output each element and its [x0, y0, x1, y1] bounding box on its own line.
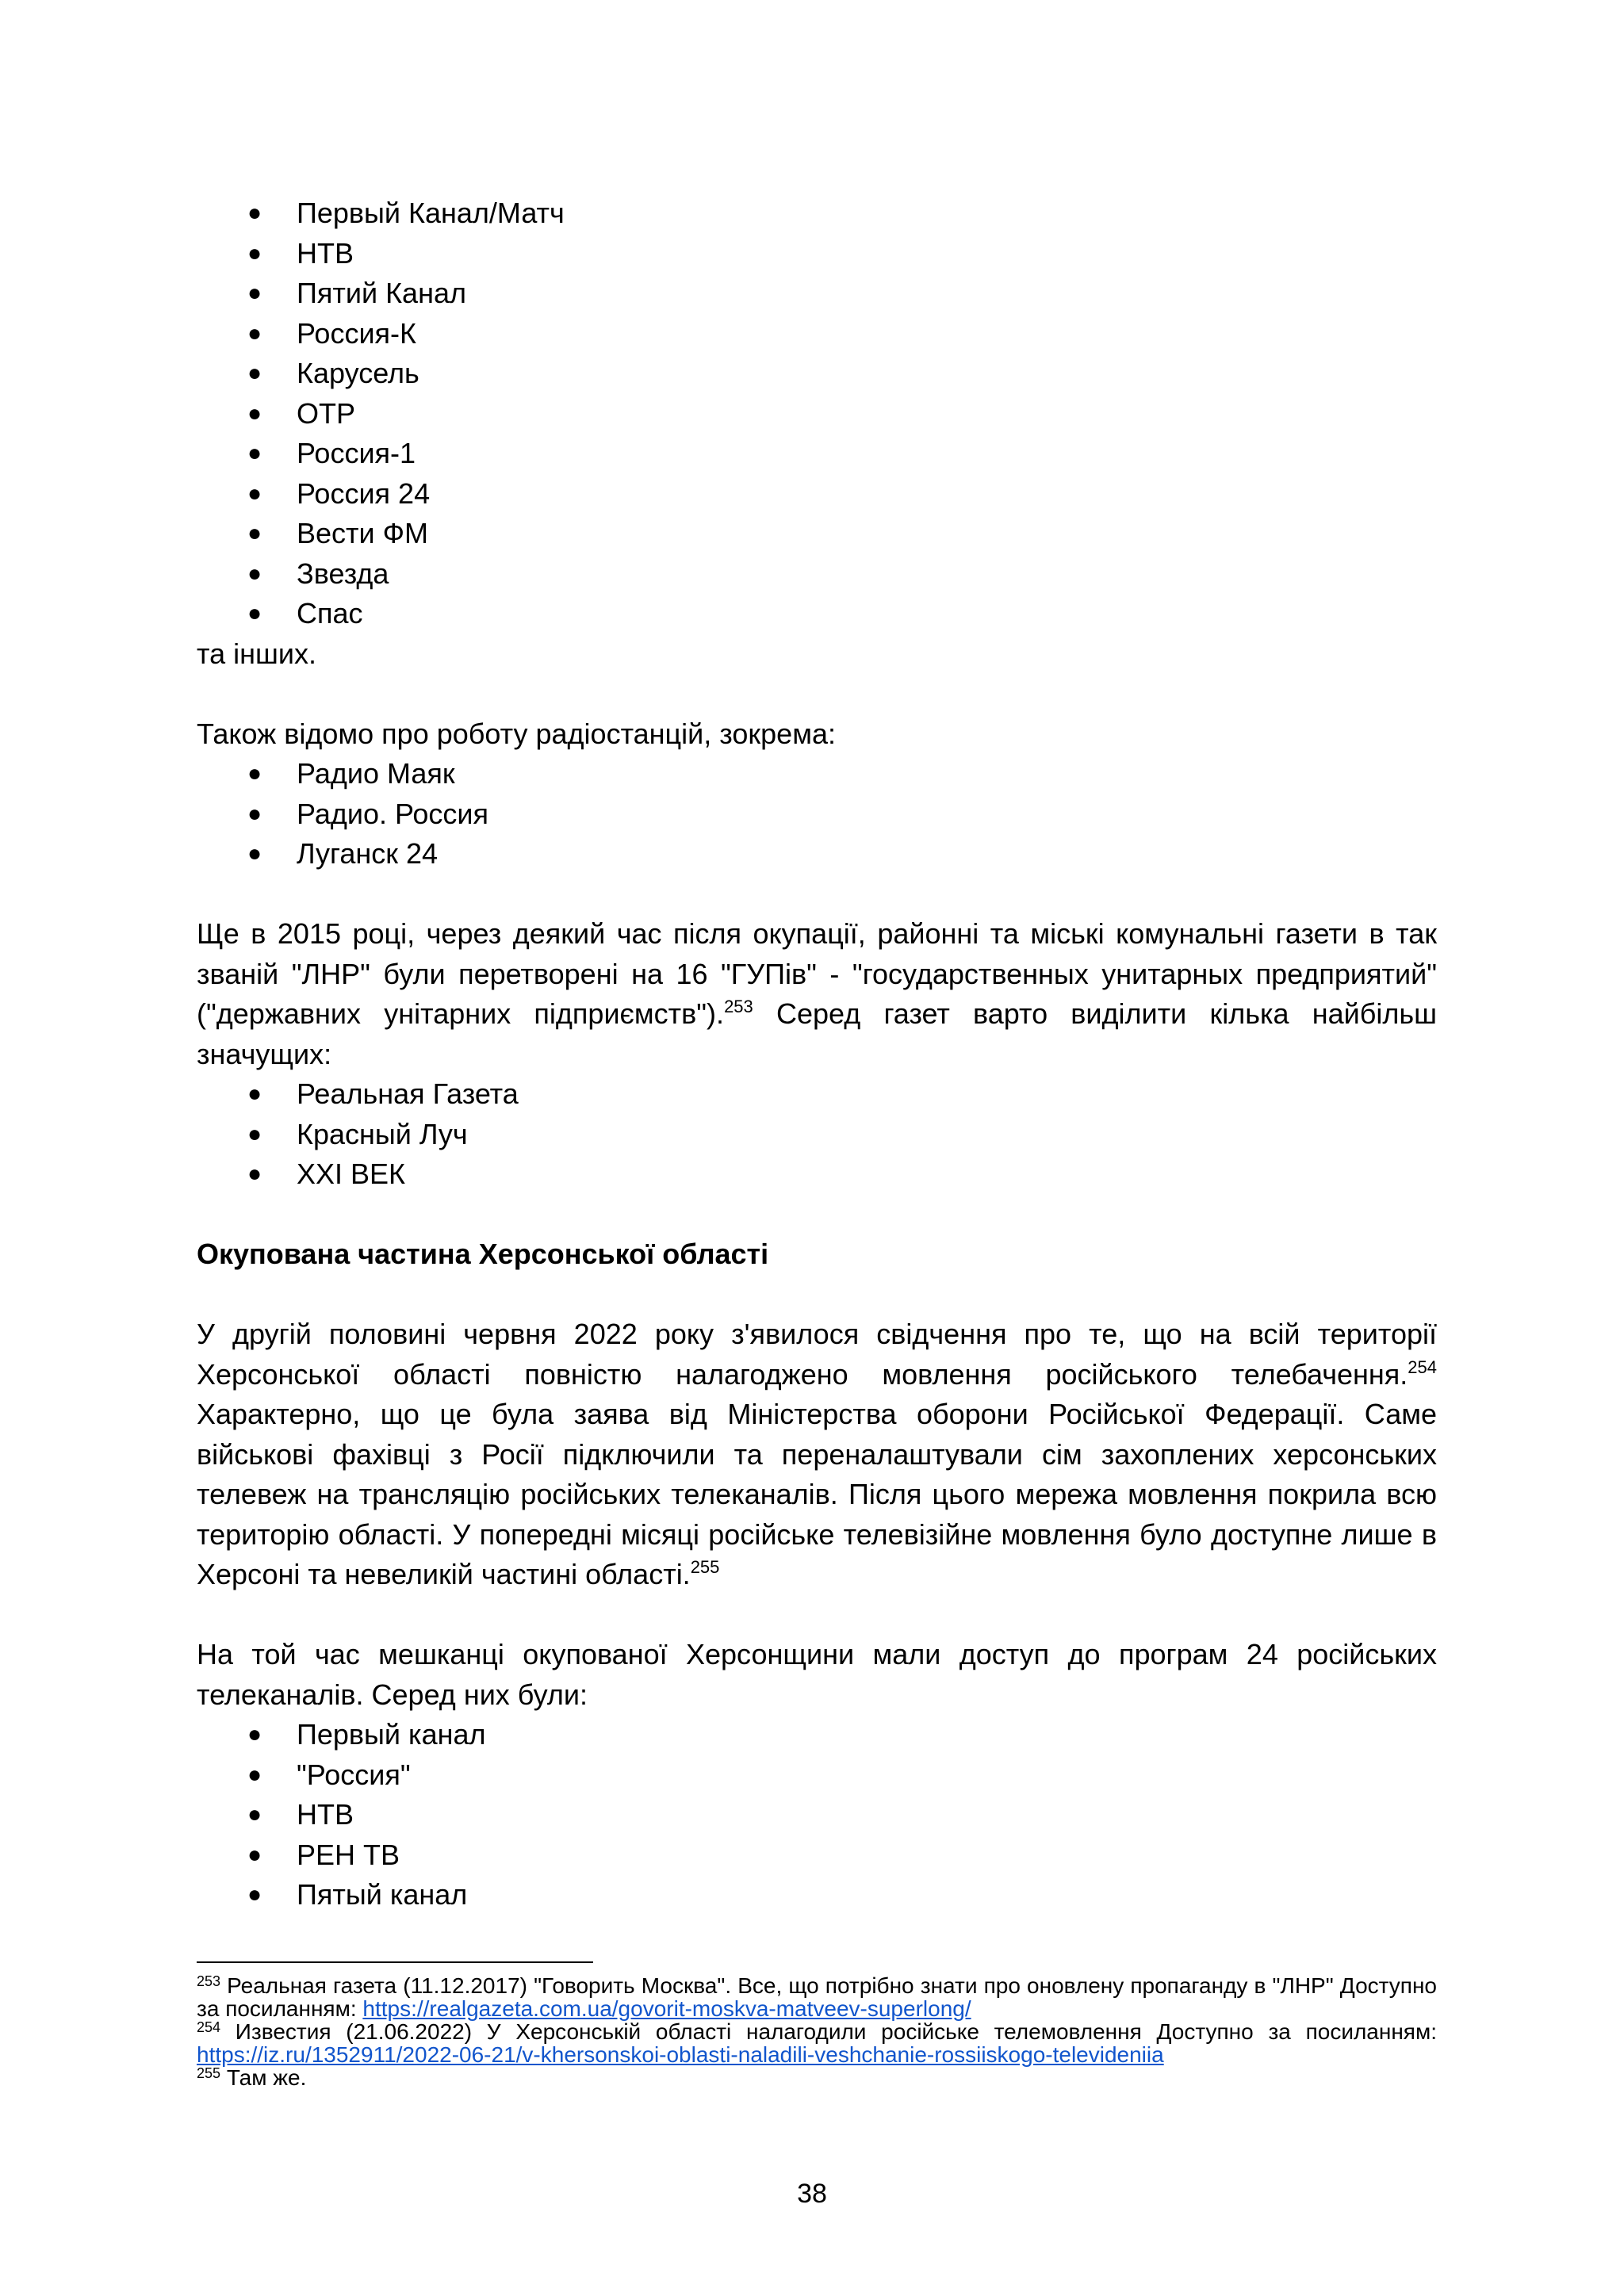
bullet-icon: ●: [247, 239, 262, 266]
list-item-text: XXI ВЕК: [297, 1158, 406, 1190]
bullet-icon: ●: [247, 360, 262, 386]
list-item-text: Россия-1: [297, 437, 416, 469]
bullet-icon: ●: [247, 600, 262, 626]
bullet-icon: ●: [247, 800, 262, 827]
bullet-icon: ●: [247, 520, 262, 546]
list-item-text: НТВ: [297, 1798, 354, 1831]
bullet-icon: ●: [247, 280, 262, 306]
footnote-link[interactable]: https://iz.ru/1352911/2022-06-21/v-khersonskoi-oblasti-naladili-veshchanie-rossiiskogo-televideniia: [197, 2042, 1164, 2067]
list-item-text: "Россия": [297, 1758, 411, 1791]
list-item: [197, 394, 1437, 434]
bullet-icon: ●: [247, 320, 262, 346]
list-item: [197, 1715, 1437, 1755]
list-item: [197, 354, 1437, 394]
paragraph-others: та інших.: [197, 637, 316, 670]
page-number: 38: [797, 2179, 827, 2209]
footnote-text: Реальная газета (11.12.2017) "Говорить Москва". Все, що потрібно знати про оновлену пропаганду в "ЛНР" Доступно за посиланням:: [197, 1973, 1437, 2021]
bullet-icon: ●: [247, 440, 262, 466]
footnote-text: Там же.: [220, 2065, 307, 2090]
footnote-separator: [197, 1961, 593, 1963]
paragraph-text: Серед газет варто виділити кілька найбільш значущих:: [197, 997, 1437, 1070]
list-item-text: Спас: [297, 597, 363, 629]
channels-list-2: [197, 1715, 1437, 1915]
list-item-text: Вести ФМ: [297, 517, 428, 549]
bullet-icon: ●: [247, 400, 262, 427]
list-item-text: Россия-К: [297, 316, 417, 350]
footnote-255: [197, 2066, 1437, 2089]
list-item-text: Реальная Газета: [297, 1077, 519, 1110]
footnote-number: 255: [197, 2065, 221, 2081]
paragraph-radio: Також відомо про роботу радіостанцій, зокрема:: [197, 717, 836, 750]
list-item: [197, 234, 1437, 274]
list-item: [197, 514, 1437, 554]
spacer: [197, 1595, 1437, 1636]
footnote-text: Известия (21.06.2022) У Херсонській області налагодили російське телемовлення Доступно за посиланням:: [220, 2019, 1437, 2044]
footnote-number: 254: [197, 2019, 221, 2035]
list-item: [197, 794, 1437, 835]
list-item-text: Луганск 24: [297, 837, 439, 870]
spacer: [197, 1195, 1437, 1235]
channels-list: [197, 193, 1437, 634]
page-body: [197, 193, 1437, 1915]
bullet-icon: ●: [247, 1120, 262, 1147]
list-item-text: Звезда: [297, 557, 389, 590]
list-item: [197, 1154, 1437, 1195]
bullet-icon: ●: [247, 1881, 262, 1908]
bullet-icon: ●: [247, 480, 262, 507]
spacer: [197, 674, 1437, 714]
footnote-ref[interactable]: 253: [724, 997, 753, 1016]
paragraph-2015: [197, 914, 1437, 1074]
list-item-text: РЕН ТВ: [297, 1838, 400, 1871]
footnote-ref[interactable]: 254: [1408, 1357, 1437, 1377]
list-item: [197, 474, 1437, 515]
list-item: [197, 1755, 1437, 1796]
footnote-number: 253: [197, 1973, 221, 1989]
list-item-text: Россия 24: [297, 476, 431, 510]
footnote-254: [197, 2020, 1437, 2066]
list-item-text: Первый канал: [297, 1718, 486, 1751]
bullet-icon: ●: [247, 200, 262, 226]
paragraph-access: На той час мешканці окупованої Херсонщини мали доступ до програм 24 російських телеканалів. Серед них були:: [197, 1638, 1437, 1711]
footnotes: [197, 1974, 1437, 2089]
paragraph-text: Характерно, що це була заява від Міністерства оборони Російської Федерації. Саме військові фахівці з Росії підключили та переналаштували сім захоплених херсонських телевеж на трансляцію російських телеканалів. Після цього мережа мовлення покрила всю територію області. У попередні місяці російське телевізійне мовлення було доступне лише в Херсоні та невеликій частині області.: [197, 1398, 1437, 1590]
paragraph-kherson: [197, 1314, 1437, 1595]
list-item: [197, 554, 1437, 595]
list-item-text: НТВ: [297, 236, 354, 270]
list-item-text: Радио. Россия: [297, 797, 489, 830]
list-item: [197, 1115, 1437, 1155]
paragraph-text: У другій половині червня 2022 року з'явилося свідчення про те, що на всій території Херсонської області повністю налагоджено мовлення російського телебачення.: [197, 1318, 1437, 1391]
bullet-icon: ●: [247, 1801, 262, 1827]
bullet-icon: ●: [247, 840, 262, 867]
spacer: [197, 1275, 1437, 1315]
bullet-icon: ●: [247, 1081, 262, 1107]
list-item-text: Пятий Канал: [297, 277, 466, 309]
list-item: [197, 1074, 1437, 1115]
newspapers-list: [197, 1074, 1437, 1195]
bullet-icon: ●: [247, 1721, 262, 1747]
list-item-text: ОТР: [297, 396, 356, 430]
paragraph-text: Ще в 2015 році, через деякий час після окупації, районні та міські комунальні газети в так званій "ЛНР" були перетворені на 16 "ГУПів" - "государственных унитарных предприятий"("державних унітарних підприємств").: [197, 917, 1437, 1030]
section-heading: Окупована частина Херсонської області: [197, 1238, 769, 1270]
list-item-text: Первый Канал/Матч: [297, 197, 565, 229]
bullet-icon: ●: [247, 760, 262, 786]
list-item: [197, 594, 1437, 634]
bullet-icon: ●: [247, 1841, 262, 1868]
footnote-ref[interactable]: 255: [690, 1557, 720, 1577]
list-item: [197, 834, 1437, 874]
list-item: [197, 1795, 1437, 1835]
list-item: [197, 754, 1437, 794]
spacer: [197, 874, 1437, 915]
list-item-text: Карусель: [297, 357, 419, 389]
list-item-text: Радио Маяк: [297, 757, 455, 790]
list-item: [197, 434, 1437, 474]
list-item-text: Пятый канал: [297, 1878, 468, 1911]
list-item: [197, 274, 1437, 314]
footnote-link[interactable]: https://realgazeta.com.ua/govorit-moskva-matveev-superlong/: [362, 1996, 971, 2021]
footnote-253: [197, 1974, 1437, 2020]
bullet-icon: ●: [247, 1761, 262, 1788]
list-item: [197, 1835, 1437, 1876]
radio-list: [197, 754, 1437, 874]
list-item: [197, 314, 1437, 354]
bullet-icon: ●: [247, 1161, 262, 1187]
bullet-icon: ●: [247, 560, 262, 587]
list-item: [197, 1875, 1437, 1915]
list-item: [197, 193, 1437, 234]
list-item-text: Красный Луч: [297, 1117, 468, 1150]
